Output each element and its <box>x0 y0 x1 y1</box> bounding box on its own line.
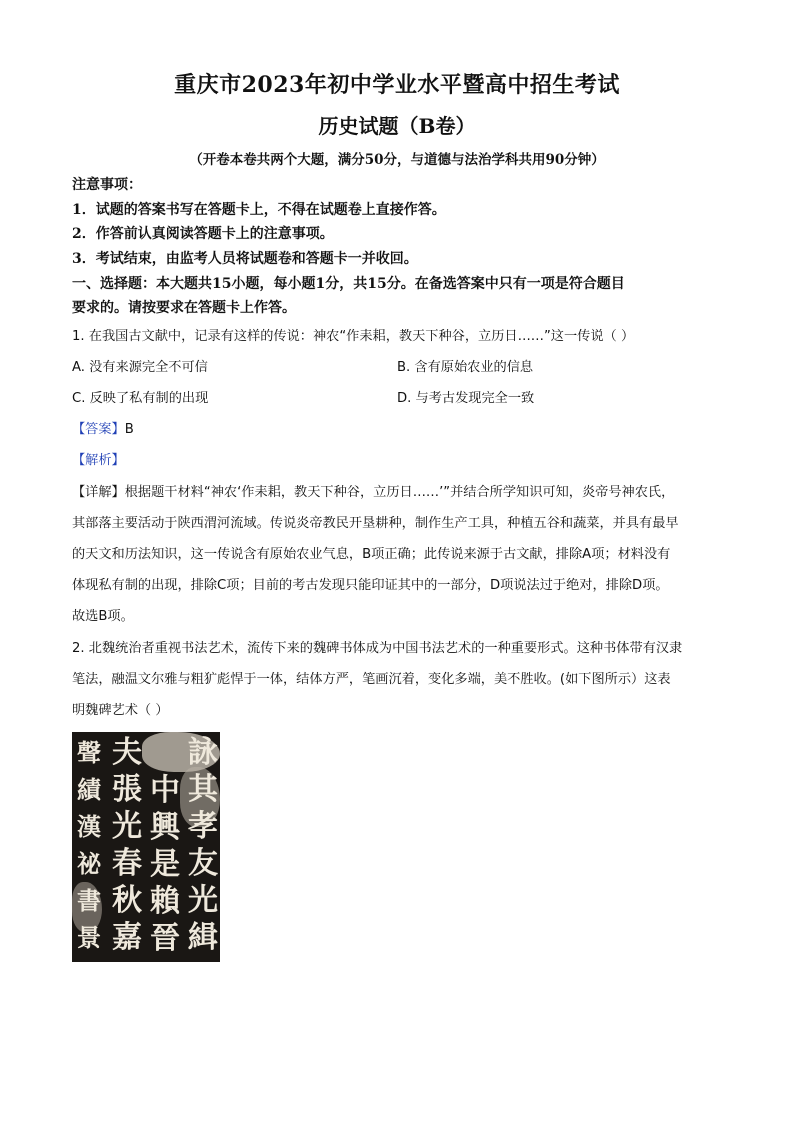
notice-item-1: 1．试题的答案书写在答题卡上，不得在试题卷上直接作答。 <box>72 202 446 218</box>
exam-title: 重庆市2023年初中学业水平暨高中招生考试 <box>174 72 620 98</box>
q1-option-c: C. 反映了私有制的出现 <box>72 391 209 406</box>
q1-answer <box>72 418 134 437</box>
question-2-line-3: 明魏碑艺术（ ） <box>72 703 169 718</box>
section-heading-line-2: 要求的。请按要求在答题卡上作答。 <box>72 300 296 316</box>
rubbing-col-3: 夫 張 光 春 秋 嘉 <box>112 735 142 955</box>
exam-subtitle: 历史试题（B卷） <box>318 114 476 138</box>
q1-option-b: B. 含有原始农业的信息 <box>397 360 534 375</box>
section-heading-line-1: 一、选择题：本大题共15小题，每小题1分，共15分。在备选答案中只有一项是符合题目 <box>72 276 625 292</box>
notice-heading: 注意事项： <box>72 177 142 193</box>
q1-detail-line-3: 的天文和历法知识，这一传说含有原始农业气息，B项正确；此传说来源于古文献，排除A项；材料没有 <box>72 547 671 562</box>
notice-item-2: 2．作答前认真阅读答题卡上的注意事项。 <box>72 226 334 242</box>
question-2-line-2: 笔法，融温文尔雅与粗犷彪悍于一体，结体方严，笔画沉着，变化多端，美不胜收。(如下图所示）这表 <box>72 672 671 687</box>
rubbing-col-1: 詠 其 孝 友 光 緝 <box>188 735 218 955</box>
q1-detail-line-4: 体现私有制的出现，排除C项；目前的考古发现只能印证其中的一部分，D项说法过于绝对，排除D项。 <box>72 578 669 593</box>
answer-label: 【答案】 <box>72 422 125 437</box>
rubbing-col-2: 中 興 是 賴 晉 <box>150 773 180 956</box>
exam-note: （开卷本卷共两个大题，满分50分，与道德与法治学科共用90分钟） <box>189 152 605 168</box>
question-1-stem: 1. 在我国古文献中，记录有这样的传说：神农“作耒耜，教天下种谷，立历日……”这一传说（ ） <box>72 329 635 344</box>
analysis-label: 【解析】 <box>72 453 125 468</box>
q1-detail-line-2: 其部落主要活动于陕西渭河流域。传说炎帝教民开垦耕种，制作生产工具，种植五谷和蔬菜，并具有最早 <box>72 516 679 531</box>
question-2-line-1: 2. 北魏统治者重视书法艺术，流传下来的魏碑书体成为中国书法艺术的一种重要形式。这种书体带有汉隶 <box>72 641 683 656</box>
q1-detail-line-1 <box>72 481 674 500</box>
calligraphy-rubbing-image <box>72 732 220 962</box>
q1-detail-line-5: 故选B项。 <box>72 609 134 624</box>
rubbing-col-4: 聲 績 漢 祕 書 景 <box>77 738 101 952</box>
q1-analysis <box>72 449 125 468</box>
q1-option-a: A. 没有来源完全不可信 <box>72 360 208 375</box>
detail-text-1: 根据题干材料“神农‘作耒耜，教天下种谷，立历日……’”并结合所学知识可知，炎帝号神农氏， <box>124 485 675 500</box>
detail-label: 【详解】 <box>72 485 125 500</box>
notice-item-3: 3．考试结束，由监考人员将试题卷和答题卡一并收回。 <box>72 251 418 267</box>
q1-option-d: D. 与考古发现完全一致 <box>397 391 535 406</box>
answer-value: B <box>124 422 134 437</box>
